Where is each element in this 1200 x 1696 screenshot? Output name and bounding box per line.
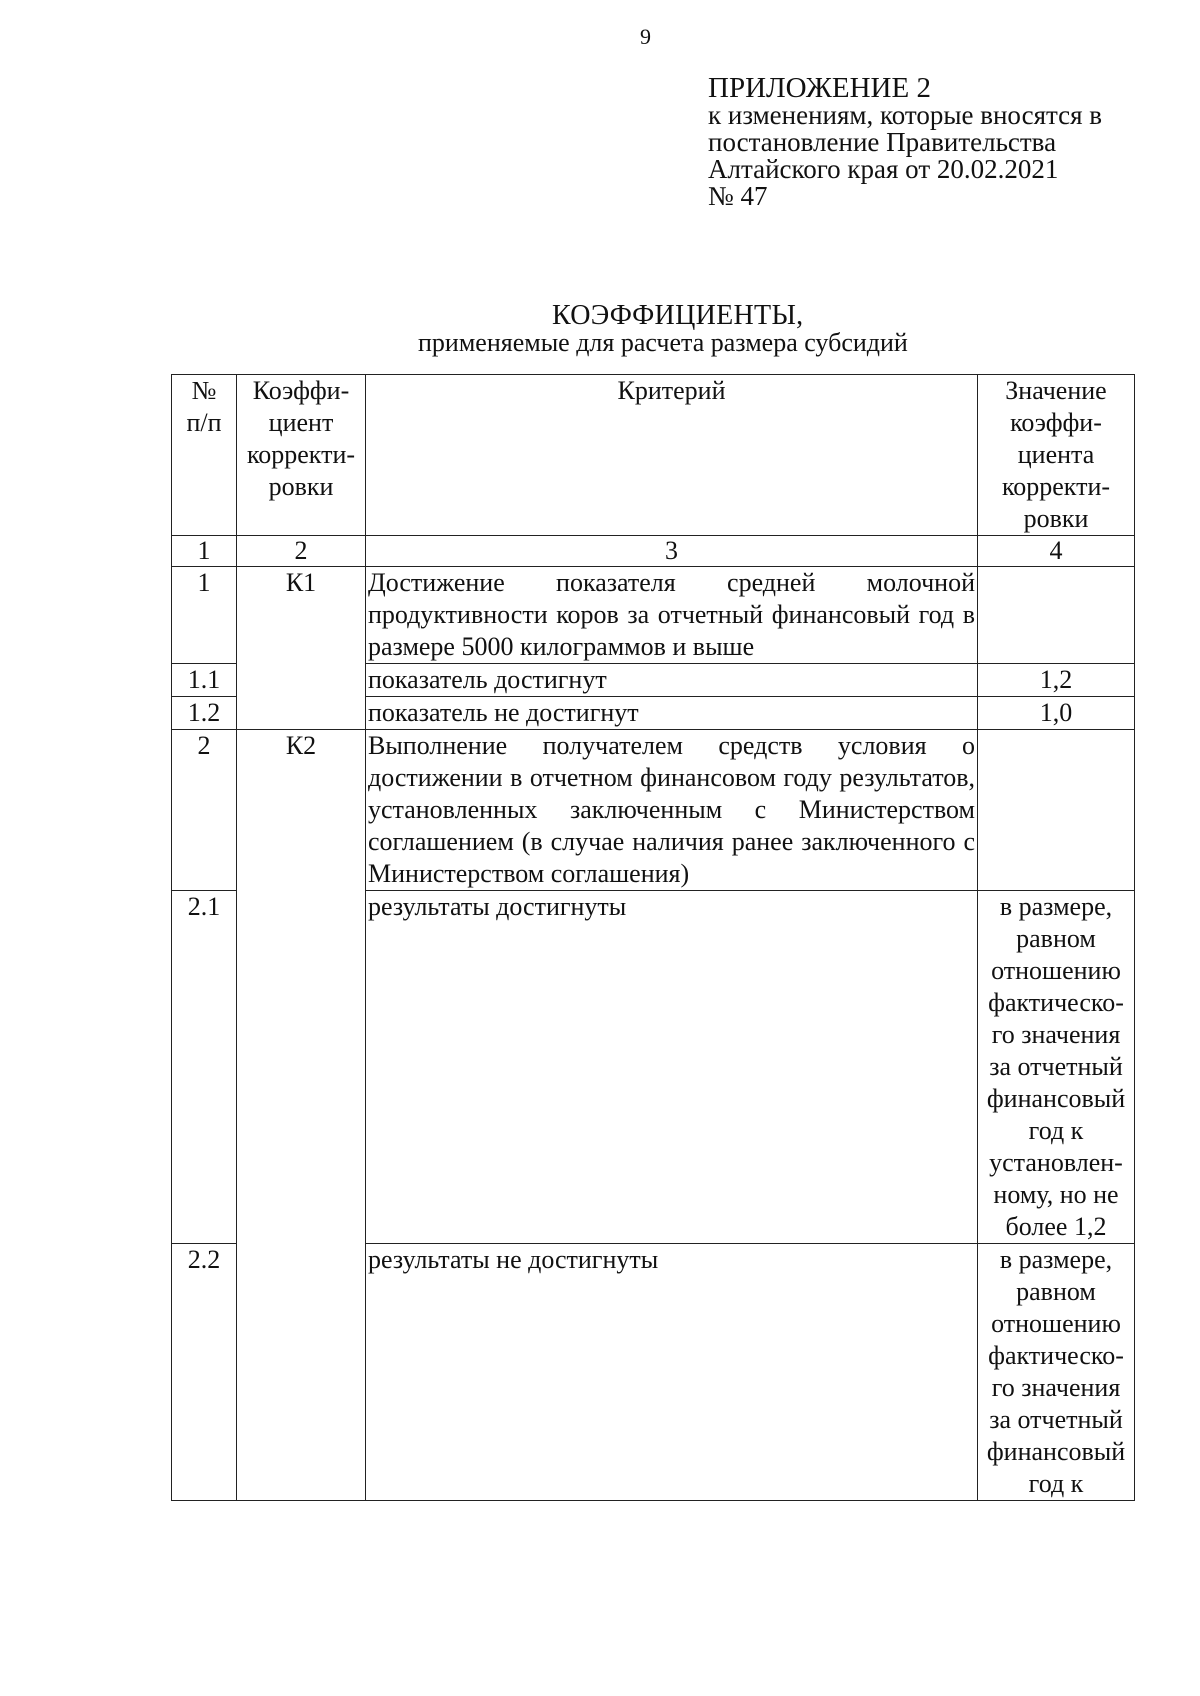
row-num: 2: [172, 730, 237, 891]
table-row: [172, 567, 1135, 664]
header-coef-line: ровки: [268, 472, 334, 501]
row-criterion: Достижение показателя средней молочной продуктивности коров за отчетный финансовый год в размере 5000 килограммов и выше: [366, 567, 978, 664]
appendix-line-3: Алтайского края от 20.02.2021: [708, 154, 1059, 184]
value-line: равном: [1016, 1277, 1096, 1306]
value-line: ному, но не: [993, 1180, 1119, 1209]
coefficients-table: [171, 374, 1135, 1501]
value-line: отношению: [991, 1309, 1121, 1338]
header-coef-line: Коэффи-: [252, 376, 350, 405]
row-coef: К2: [237, 730, 366, 1501]
header-value-line: коэффи-: [1010, 408, 1102, 437]
row-num: 1.1: [172, 664, 237, 697]
value-line: в размере,: [999, 1245, 1113, 1274]
row-value: [978, 1244, 1135, 1501]
column-number: 1: [172, 536, 237, 567]
column-number: 3: [366, 536, 978, 567]
page-number-text: 9: [640, 24, 651, 49]
header-coef: [237, 375, 366, 536]
header-criterion-text: Критерий: [617, 376, 726, 405]
appendix-line-4: № 47: [708, 181, 768, 211]
row-num: 2.2: [172, 1244, 237, 1501]
header-num-line: №: [191, 376, 217, 405]
value-line: го значения: [991, 1373, 1121, 1402]
value-line: фактическо-: [988, 988, 1124, 1017]
value-line: равном: [1016, 924, 1096, 953]
appendix-line-2: постановление Правительства: [708, 127, 1057, 157]
row-num: 1: [172, 567, 237, 664]
column-number: 4: [978, 536, 1135, 567]
row-num: 1.2: [172, 697, 237, 730]
value-line: установлен-: [989, 1148, 1123, 1177]
column-numbers-row: [172, 536, 1135, 567]
appendix-title: ПРИЛОЖЕНИЕ 2: [708, 72, 931, 104]
value-line: более 1,2: [1005, 1212, 1107, 1241]
value-line: в размере,: [999, 892, 1113, 921]
appendix-block: [708, 72, 1103, 211]
row-coef: К1: [237, 567, 366, 730]
row-criterion: показатель не достигнут: [366, 697, 978, 730]
row-value: [978, 891, 1135, 1244]
row-value: 1,0: [978, 697, 1135, 730]
header-value-line: корректи-: [1001, 472, 1111, 501]
value-line: финансовый: [986, 1084, 1126, 1113]
table-header-row: [172, 375, 1135, 536]
row-criterion: результаты достигнуты: [366, 891, 978, 1244]
header-coef-line: циент: [268, 408, 334, 437]
header-coef-line: корректи-: [246, 440, 356, 469]
row-value: [978, 730, 1135, 891]
value-line: год к: [1028, 1116, 1084, 1145]
header-value-line: циента: [1017, 440, 1095, 469]
row-criterion: Выполнение получателем средств условия о достижении в отчетном финансовом году результатов, установленных заключенным с Министерством соглашением (в случае наличия ранее заключенного с Министерством соглашения): [366, 730, 978, 891]
header-criterion: [366, 375, 978, 536]
value-line: год к: [1028, 1469, 1084, 1498]
header-value-line: ровки: [1023, 504, 1089, 533]
column-number: 2: [237, 536, 366, 567]
value-line: го значения: [991, 1020, 1121, 1049]
value-line: отношению: [991, 956, 1121, 985]
header-value: [978, 375, 1135, 536]
heading-sub: применяемые для расчета размера субсидий: [418, 328, 908, 357]
value-line: финансовый: [986, 1437, 1126, 1466]
row-num: 2.1: [172, 891, 237, 1244]
value-line: за отчетный: [989, 1405, 1123, 1434]
row-value: 1,2: [978, 664, 1135, 697]
row-value: [978, 567, 1135, 664]
value-line: фактическо-: [988, 1341, 1124, 1370]
row-criterion: показатель достигнут: [366, 664, 978, 697]
heading-main: КОЭФФИЦИЕНТЫ,: [552, 300, 804, 331]
row-criterion: результаты не достигнуты: [366, 1244, 978, 1501]
value-line: за отчетный: [989, 1052, 1123, 1081]
table-row: [172, 730, 1135, 891]
appendix-line-1: к изменениям, которые вносятся в: [708, 100, 1103, 130]
header-num: [172, 375, 237, 536]
header-value-line: Значение: [1005, 376, 1107, 405]
header-num-line: п/п: [186, 408, 222, 437]
